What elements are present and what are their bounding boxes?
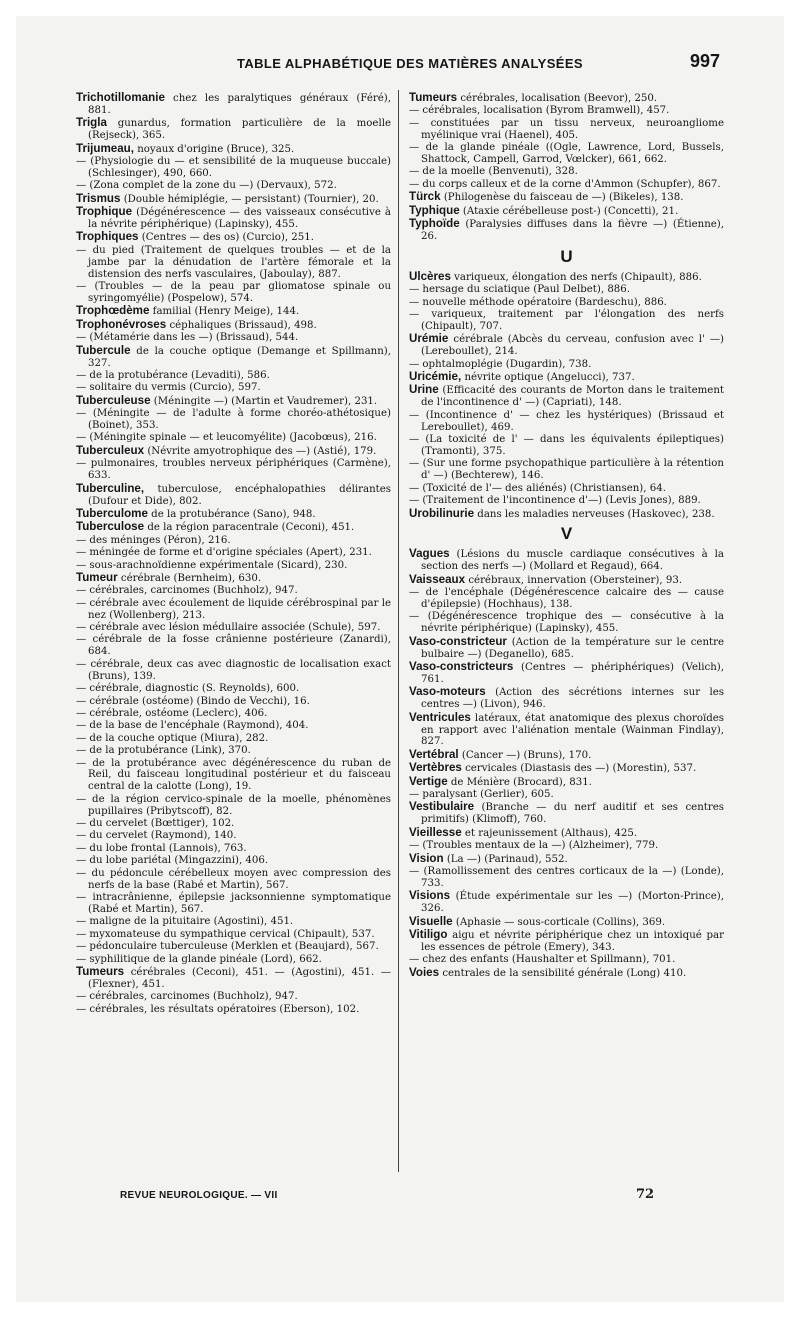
index-entry: [76, 991, 391, 1003]
index-entry: [409, 142, 724, 166]
entry-text: cérébrale (Bernheim), 630.: [117, 572, 262, 584]
entry-text: — ophtalmoplégie (Dugardin), 738.: [409, 358, 592, 370]
entry-text: cervicales (Diastasis des —) (Morestin), 537.: [461, 763, 697, 775]
index-entry: [409, 686, 724, 711]
entry-headword: Visions: [409, 889, 451, 903]
entry-text: — des méninges (Péron), 216.: [76, 534, 231, 546]
entry-text: (Aphasie — sous-corticale (Collins), 369.: [452, 916, 666, 928]
entry-headword: Tuberculome: [76, 506, 148, 520]
entry-text: — (Méningite — de l'adulte à forme choréo-athétosique) (Boinet), 353.: [76, 408, 391, 432]
entry-headword: Ventricules: [409, 710, 471, 724]
entry-text: — cérébrale, diagnostic (S. Reynolds), 600.: [76, 683, 300, 695]
entry-text: (Centres — des os) (Curcio), 251.: [138, 232, 314, 244]
entry-text: (Branche — du nerf auditif et ses centres primitifs) (Klimoff), 760.: [421, 802, 724, 826]
entry-text: — syphilitique de la glande pinéale (Lord), 662.: [76, 953, 322, 965]
entry-text: — cérébrales, localisation (Byrom Bramwell), 457.: [409, 105, 670, 117]
entry-headword: Vaso-moteurs: [409, 685, 486, 699]
index-entry: [76, 305, 391, 318]
index-entry: [409, 458, 724, 482]
index-entry: [76, 843, 391, 855]
index-entry: [409, 118, 724, 142]
index-entry: [76, 370, 391, 382]
entry-text: — cérébrale, deux cas avec diagnostic de localisation exact (Bruns), 139.: [76, 658, 391, 682]
entry-text: — de la moelle (Benvenuti), 328.: [409, 166, 578, 178]
entry-text: — paralysant (Gerlier), 605.: [409, 789, 554, 801]
index-entry: [76, 758, 391, 794]
entry-text: de la protubérance (Sano), 948.: [147, 508, 316, 520]
entry-text: (Cancer —) (Bruns), 170.: [458, 749, 592, 761]
index-entry: [76, 319, 391, 332]
entry-text: — pédonculaire tuberculeuse (Merklen et (Beaujard), 567.: [76, 941, 379, 953]
entry-text: — de la région cervico-spinale de la moelle, phénomènes pupillaires (Pribytscoff), 82.: [76, 793, 391, 817]
entry-text: — du cervelet (Raymond), 140.: [76, 830, 237, 842]
entry-text: (Lésions du muscle cardiaque consécutives à la section des nerfs —) (Mollard et Regaud), 664.: [421, 549, 724, 573]
index-entry: [409, 587, 724, 611]
index-entry: [76, 855, 391, 867]
index-entry: [409, 789, 724, 801]
entry-text: (Efficacité des courants de Morton dans le traitement de l'incontinence d' —) (Capriati), 148.: [421, 385, 724, 409]
entry-headword: Vaisseaux: [409, 572, 466, 586]
index-entry: [409, 916, 724, 929]
entry-headword: Typhoïde: [409, 217, 460, 231]
entry-text: — cérébrale avec lésion médullaire associée (Schule), 597.: [76, 622, 381, 634]
entry-text: cérébrales (Ceconi), 451. — (Agostini), 451. — (Flexner), 451.: [88, 966, 391, 990]
entry-headword: Vertige: [409, 774, 448, 788]
entry-headword: Vertèbres: [409, 761, 462, 775]
index-entry: [76, 281, 391, 305]
index-entry: [76, 683, 391, 695]
entry-text: (Centres — phériphériques) (Velich), 761.: [421, 661, 724, 685]
entry-text: tuberculose, encéphalopathies délirantes (Dufour et Dide), 802.: [88, 483, 391, 507]
entry-text: (Action des sécrétions internes sur les centres —) (Livon), 946.: [421, 687, 724, 711]
section-v-entries: [409, 548, 724, 979]
index-entry: [76, 659, 391, 683]
entry-headword: Tuberculeux: [76, 443, 145, 457]
entry-text: familial (Henry Meige), 144.: [149, 306, 300, 318]
entry-text: cérébraux, innervation (Obersteiner), 93.: [465, 574, 683, 586]
index-entry: [76, 143, 391, 156]
index-entry: [76, 180, 391, 192]
index-entry: [76, 572, 391, 585]
entry-text: — du lobe pariétal (Mingazzini), 406.: [76, 855, 269, 867]
entry-text: aigu et névrite périphérique chez un intoxiqué par les essences de pétrole (Emery), 343.: [421, 930, 724, 953]
entry-headword: Ulcères: [409, 269, 451, 283]
index-entry: [76, 231, 391, 244]
entry-text: — méningée de forme et d'origine spéciales (Apert), 231.: [76, 547, 372, 559]
entry-text: — cérébrales, carcinomes (Buchholz), 947.: [76, 991, 298, 1003]
entry-headword: Tubercule: [76, 343, 131, 357]
entry-text: dans les maladies nerveuses (Haskovec), 238.: [474, 508, 715, 520]
index-entry: [76, 193, 391, 206]
entry-text: variqueux, élongation des nerfs (Chipault), 886.: [450, 271, 702, 283]
index-entry: [409, 333, 724, 358]
index-entry: [409, 166, 724, 178]
index-entry: [76, 432, 391, 444]
entry-headword: Türck: [409, 190, 441, 204]
index-entry: [76, 954, 391, 966]
entry-text: — de la base de l'encéphale (Raymond), 404.: [76, 720, 309, 732]
index-entry: [76, 745, 391, 757]
section-t-continued: [409, 92, 724, 243]
entry-text: — intracrânienne, épilepsie jacksonnienne symptomatique (Rabé et Martin), 567.: [76, 892, 391, 915]
entry-headword: Trismus: [76, 191, 121, 205]
index-entry: [76, 535, 391, 547]
index-entry: [409, 574, 724, 587]
entry-text: — de la protubérance (Link), 370.: [76, 745, 251, 757]
entry-headword: Trophique: [76, 205, 133, 219]
index-entry: [409, 284, 724, 296]
entry-text: céphaliques (Brissaud), 498.: [166, 319, 317, 331]
index-entry: [76, 916, 391, 928]
index-entry: [76, 521, 391, 534]
journal-footer: REVUE NEUROLOGIQUE. — VII: [120, 1190, 278, 1201]
entry-headword: Tuberculeuse: [76, 393, 151, 407]
index-entry: [409, 297, 724, 309]
entry-text: — cérébrale avec écoulement de liquide cérébrospinal par le nez (Wollenberg), 213.: [76, 597, 391, 621]
index-entry: [409, 434, 724, 458]
entry-text: — (Troubles mentaux de la —) (Alzheimer), 779.: [409, 840, 659, 852]
index-entry: [409, 384, 724, 409]
index-entry: [409, 548, 724, 573]
entry-text: — (Toxicité de l'— des aliénés) (Christiansen), 64.: [409, 482, 666, 494]
entry-headword: Tuberculose: [76, 520, 145, 534]
entry-text: névrite optique (Angelucci), 737.: [461, 372, 635, 384]
index-entry: [409, 508, 724, 521]
index-entry: [409, 661, 724, 686]
entry-text: et rajeunissement (Althaus), 425.: [461, 827, 638, 839]
index-entry: [409, 827, 724, 840]
entry-text: (Méningite —) (Martin et Vaudremer), 231.: [150, 395, 378, 407]
signature-number: 72: [636, 1187, 655, 1202]
index-entry: [76, 156, 391, 180]
index-entry: [76, 245, 391, 281]
index-entry: [409, 712, 724, 749]
index-entry: [409, 105, 724, 117]
entry-text: — cérébrales, carcinomes (Buchholz), 947.: [76, 585, 298, 597]
index-entry: [409, 359, 724, 371]
left-column: [76, 92, 391, 1016]
section-u-entries: [409, 271, 724, 521]
entry-headword: Urine: [409, 383, 439, 397]
index-entry: [76, 585, 391, 597]
entry-headword: Tuberculine,: [76, 481, 145, 495]
entry-headword: Vertébral: [409, 747, 459, 761]
index-entry: [409, 853, 724, 866]
entry-text: de la couche optique (Demange et Spillmann), 327.: [88, 345, 391, 369]
index-entry: [409, 218, 724, 243]
section-letter-v: V: [560, 524, 573, 544]
entry-text: (Ataxie cérébelleuse post-) (Concetti), 21.: [459, 205, 679, 217]
index-entry: [409, 890, 724, 915]
index-entry: [409, 929, 724, 954]
entry-headword: Tumeurs: [76, 964, 125, 978]
entry-headword: Urémie: [409, 332, 449, 346]
entry-text: — du pied (Traitement de quelques troubles — et de la jambe par la dénudation de l'artère fémorale et la distension des nerfs vasculaires, (Jaboulay), 887.: [76, 244, 391, 280]
entry-headword: Typhique: [409, 203, 460, 217]
entry-text: gunardus, formation particulière de la moelle (Rejseck), 365.: [88, 118, 391, 142]
entry-text: (Étude expérimentale sur les —) (Morton-Prince), 326.: [421, 891, 724, 915]
entry-headword: Vaso-constricteur: [409, 634, 507, 648]
index-entry: [409, 179, 724, 191]
index-entry: [76, 117, 391, 142]
index-entry: [409, 776, 724, 789]
index-entry: [409, 866, 724, 890]
entry-text: (Dégénérescence — des vaisseaux consécutive à la névrite périphérique) (Lapinsky), 455.: [88, 207, 391, 231]
entry-text: — chez des enfants (Haushalter et Spillmann), 701.: [409, 954, 676, 966]
column-divider: [398, 90, 399, 1172]
entry-headword: Trophiques: [76, 230, 139, 244]
index-entry: [409, 967, 724, 980]
index-entry: [76, 547, 391, 559]
index-entry: [76, 345, 391, 370]
entry-headword: Vestibulaire: [409, 800, 475, 814]
entry-text: — cérébrale (ostéome) (Bindo de Vecchi), 16.: [76, 695, 310, 707]
entry-headword: Vitiligo: [409, 928, 448, 941]
entry-text: — cérébrale de la fosse crânienne postérieure (Zanardi), 684.: [76, 634, 391, 658]
entry-text: — de l'encéphale (Dégénérescence calcaire des — cause d'épilepsie) (Hochhaus), 138.: [409, 587, 724, 610]
index-entry: [76, 794, 391, 818]
entry-text: cérébrale (Abcès du cerveau, confusion avec l' —) (Lereboullet), 214.: [421, 334, 724, 358]
index-entry: [76, 708, 391, 720]
index-entry: [76, 720, 391, 732]
entry-text: — du cervelet (Bœttiger), 102.: [76, 818, 235, 830]
index-entry: [409, 483, 724, 495]
index-entry: [409, 801, 724, 826]
entry-text: — (Troubles — de la peau par gliomatose spinale ou syringomyélie) (Pospelow), 574.: [76, 281, 391, 304]
index-entry: [409, 309, 724, 333]
entry-headword: Trophœdème: [76, 304, 150, 318]
entry-text: — (Zona complet de la zone du —) (Dervaux), 572.: [76, 180, 337, 192]
entry-text: — hersage du sciatique (Paul Delbet), 886.: [409, 284, 631, 296]
entry-text: — myxomateuse du sympathique cervical (Chipault), 537.: [76, 928, 375, 940]
index-entry: [76, 598, 391, 622]
right-column: [409, 92, 724, 980]
index-entry: [76, 941, 391, 953]
entry-text: — cérébrales, les résultats opératoires (Eberson), 102.: [76, 1003, 360, 1015]
entry-text: — (Traitement de l'incontinence d'—) (Levis Jones), 889.: [409, 495, 701, 507]
entry-text: — (Ramollissement des centres corticaux de la —) (Londe), 733.: [409, 865, 724, 889]
entry-headword: Vision: [409, 851, 444, 865]
index-entry: [409, 271, 724, 284]
index-entry: [76, 818, 391, 830]
entry-text: — maligne de la pituitaire (Agostini), 451.: [76, 916, 294, 928]
entry-headword: Uricémie,: [409, 370, 462, 384]
index-entry: [76, 206, 391, 231]
index-entry: [76, 92, 391, 117]
entry-text: de Ménière (Brocard), 831.: [447, 776, 592, 788]
entry-text: noyaux d'origine (Bruce), 325.: [134, 143, 295, 155]
entry-text: (Paralysies diffuses dans la fièvre —) (Étienne), 26.: [421, 219, 724, 242]
entry-text: (Double hémiplégie, — persistant) (Tournier), 20.: [120, 193, 379, 205]
index-entry: [76, 395, 391, 408]
index-entry: [76, 1004, 391, 1016]
entry-text: (Philogenèse du faisceau de —) (Bikeles), 138.: [440, 192, 684, 204]
index-entry: [76, 382, 391, 394]
index-entry: [76, 733, 391, 745]
index-entry: [409, 410, 724, 434]
entry-text: — (Physiologie du — et sensibilité de la muqueuse buccale) (Schlesinger), 490, 660.: [76, 156, 391, 179]
entry-text: chez les paralytiques généraux (Féré), 881.: [88, 93, 391, 116]
entry-text: centrales de la sensibilité générale (Long) 410.: [439, 967, 687, 979]
entry-text: — (Méningite spinale — et leucomyélite) (Jacobœus), 216.: [76, 432, 377, 444]
entry-headword: Vieillesse: [409, 825, 462, 839]
index-entry: [76, 868, 391, 892]
entry-text: — solitaire du vermis (Curcio), 597.: [76, 382, 261, 394]
index-entry: [76, 830, 391, 842]
index-entry: [409, 636, 724, 661]
entry-text: (Action de la température sur le centre bulbaire —) (Deganello), 685.: [421, 636, 724, 660]
index-entry: [76, 445, 391, 458]
entry-text: — (Sur une forme psychopathique particulière à la rétention d' —) (Bechterew), 146.: [409, 458, 724, 482]
section-letter-u: U: [560, 246, 573, 266]
entry-text: — constituées par un tissu nerveux, neuroangliome myélinique vrai (Haenel), 405.: [409, 117, 724, 141]
index-entry: [76, 408, 391, 432]
entry-headword: Voies: [409, 965, 440, 979]
entry-text: cérébrales, localisation (Beevor), 250.: [457, 93, 658, 104]
page-number: 997: [690, 51, 721, 71]
entry-headword: Trijumeau,: [76, 141, 134, 155]
index-entry: [76, 892, 391, 916]
index-entry: [409, 92, 724, 105]
index-entry: [76, 966, 391, 991]
entry-text: de la région paracentrale (Ceconi), 451.: [144, 522, 355, 534]
index-entry: [409, 611, 724, 635]
entry-headword: Visuelle: [409, 914, 453, 928]
entry-headword: Vaso-constricteurs: [409, 659, 514, 673]
index-entry: [76, 508, 391, 521]
index-entry: [409, 749, 724, 762]
entry-headword: Vagues: [409, 547, 450, 561]
entry-text: — de la protubérance avec dégénérescence du ruban de Reil, du faisceau longitudinal postérieur et du faisceau central de la calotte (Long), 19.: [76, 757, 391, 793]
index-entry: [76, 458, 391, 482]
index-entry: [409, 495, 724, 507]
index-entry: [409, 371, 724, 384]
entry-text: — du corps calleux et de la corne d'Ammon (Schupfer), 867.: [409, 178, 721, 190]
entry-text: — nouvelle méthode opératoire (Bardeschu), 886.: [409, 296, 667, 308]
index-entry: [409, 840, 724, 852]
index-entry: [76, 483, 391, 508]
entry-text: — (Métamérie dans les —) (Brissaud), 544.: [76, 332, 299, 344]
entry-text: — variqueux, traitement par l'élongation des nerfs (Chipault), 707.: [409, 309, 724, 332]
entry-headword: Urobilinurie: [409, 506, 475, 520]
entry-text: — du lobe frontal (Lannois), 763.: [76, 842, 247, 854]
entry-text: — sous-arachnoïdienne expérimentale (Sicard), 230.: [76, 559, 348, 571]
index-entry: [76, 332, 391, 344]
entry-text: — (Dégénérescence trophique des — consécutive à la névrite périphérique) (Lapinsky), 455.: [409, 611, 724, 635]
entry-text: — (La toxicité de l' — dans les équivalents épileptiques) (Tramonti), 375.: [409, 434, 724, 457]
index-entry: [409, 205, 724, 218]
index-entry: [76, 634, 391, 658]
entry-headword: Trichotillomanie: [76, 91, 165, 104]
index-entry: [409, 762, 724, 775]
entry-headword: Trigla: [76, 116, 107, 130]
entry-headword: Trophonévroses: [76, 317, 167, 331]
entry-text: — pulmonaires, troubles nerveux périphériques (Carmène), 633.: [76, 458, 391, 482]
entry-text: — de la glande pinéale ((Ogle, Lawrence, Lord, Bussels, Shattock, Campell, Garrod, Vœlcker), 661, 662.: [409, 142, 724, 166]
index-entry: [409, 954, 724, 966]
entry-text: — de la couche optique (Miura), 282.: [76, 732, 269, 744]
index-entry: [76, 696, 391, 708]
entry-text: — du pédoncule cérébelleux moyen avec compression des nerfs de la base (Rabé et Martin), 567.: [76, 867, 391, 891]
entry-text: latéraux, état anatomique des plexus choroïdes en rapport avec l'aliénation mentale (Wainman Findlay), 827.: [421, 712, 724, 748]
index-entry: [409, 191, 724, 204]
entry-headword: Tumeur: [76, 570, 118, 584]
entry-text: (Névrite amyotrophique des —) (Astié), 179.: [144, 445, 377, 457]
entry-text: — cérébrale, ostéome (Leclerc), 406.: [76, 707, 268, 719]
entry-text: — (Incontinence d' — chez les hystériques) (Brissaud et Lereboullet), 469.: [409, 409, 724, 433]
entry-headword: Tumeurs: [409, 91, 458, 104]
index-entry: [76, 622, 391, 634]
index-entry: [76, 560, 391, 572]
entry-text: — de la protubérance (Levaditi), 586.: [76, 369, 270, 381]
index-entry: [76, 929, 391, 941]
running-header: TABLE ALPHABÉTIQUE DES MATIÈRES ANALYSÉES: [236, 56, 583, 71]
entry-text: (La —) (Parinaud), 552.: [443, 853, 568, 865]
